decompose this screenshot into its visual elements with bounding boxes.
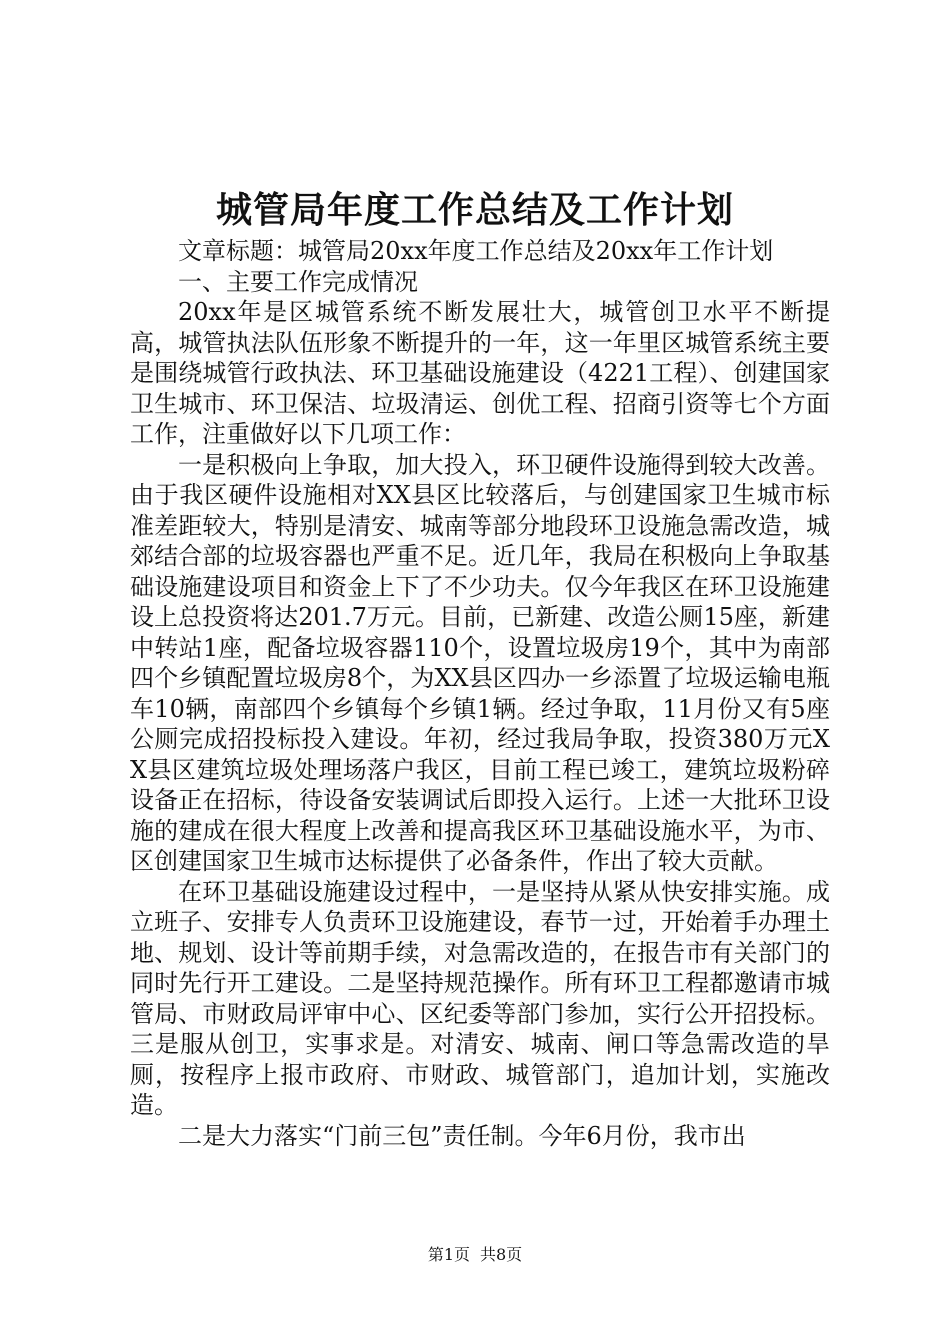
paragraph: 20xx年是区城管系统不断发展壮大，城管创卫水平不断提高，城管执法队伍形象不断提升的一年，这一年里区城管系统主要是围绕城管行政执法、环卫基础设施建设（4221工程）、创建国家卫生城市、环卫保洁、垃圾清运、创优工程、招商引资等七个方面工作，注重做好以下几项工作： (130, 298, 830, 448)
section-heading: 一、主要工作完成情况 (178, 267, 418, 296)
paragraph: 在环卫基础设施建设过程中，一是坚持从紧从快安排实施。成立班子、安排专人负责环卫设施建设，春节一过，开始着手办理土地、规划、设计等前期手续，对急需改造的，在报告市有关部门的同时先行开工建设。二是坚持规范操作。所有环卫工程都邀请市城管局、市财政局评审中心、区纪委等部门参加，实行公开招投标。三是服从创卫，实事求是。对清安、城南、闸口等急需改造的旱厕，按程序上报市政府、市财政、城管部门，追加计划，实施改造。 (130, 877, 830, 1119)
page-footer (0, 1244, 950, 1266)
document-body (130, 236, 830, 1151)
paragraph: 一是积极向上争取，加大投入，环卫硬件设施得到较大改善。由于我区硬件设施相对XX县区比较落后，与创建国家卫生城市标准差距较大，特别是清安、城南等部分地段环卫设施急需改造，城郊结合部的垃圾容器也严重不足。近几年，我局在积极向上争取基础设施建设项目和资金上下了不少功夫。仅今年我区在环卫设施建设上总投资将达201.7万元。目前，已新建、改造公厕15座，新建中转站1座，配备垃圾容器110个，设置垃圾房19个，其中为南部四个乡镇配置垃圾房8个，为XX县区四办一乡添置了垃圾运输电瓶车10辆，南部四个乡镇每个乡镇1辆。经过争取，11月份又有5座公厕完成招投标投入建设。年初，经过我局争取，投资380万元XX县区建筑垃圾处理场落户我区，目前工程已竣工，建筑垃圾粉碎设备正在招标，待设备安装调试后即投入运行。上述一大批环卫设施的建成在很大程度上改善和提高我区环卫基础设施水平，为市、区创建国家卫生城市达标提供了必备条件，作出了较大贡献。 (130, 450, 830, 875)
paragraph: 二是大力落实“门前三包”责任制。今年6月份，我市出 (178, 1121, 746, 1150)
page-total: 共8页 (480, 1245, 523, 1264)
article-title-line: 文章标题：城管局20xx年度工作总结及20xx年工作计划 (178, 237, 774, 265)
page-number: 第1页 (427, 1245, 470, 1264)
document-title: 城管局年度工作总结及工作计划 (215, 189, 734, 231)
